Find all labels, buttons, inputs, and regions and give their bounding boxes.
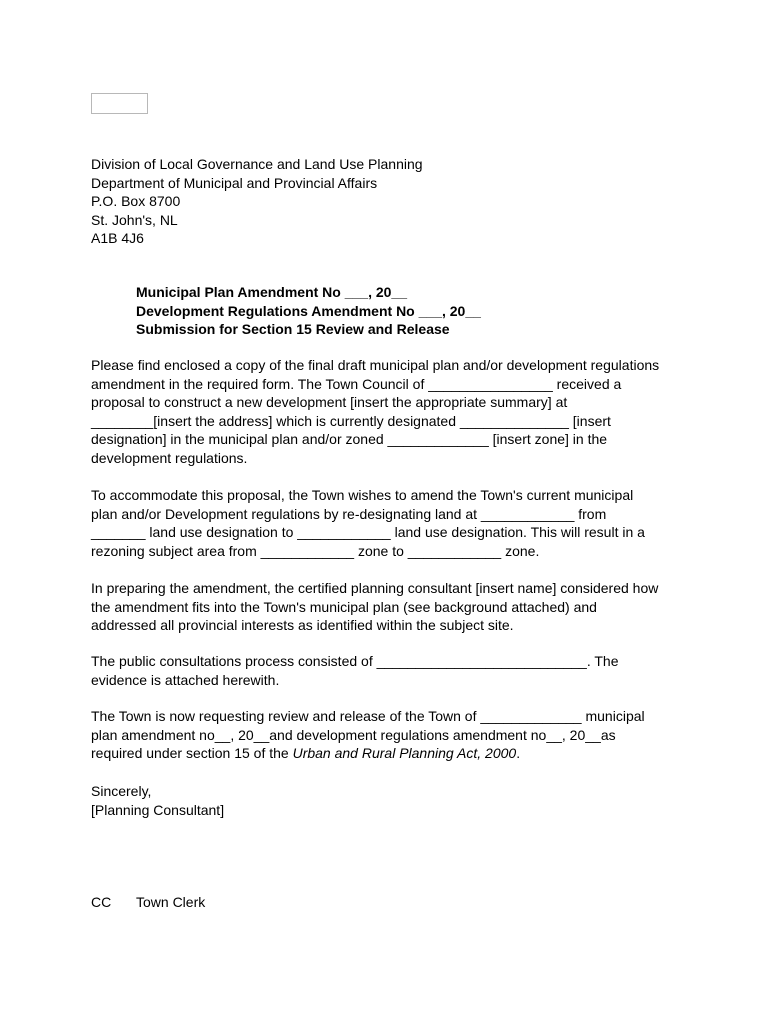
paragraph-line: ________[insert the address] which is currently designated ______________ [insert bbox=[91, 412, 611, 429]
closing-block bbox=[91, 782, 224, 819]
paragraph-request bbox=[91, 707, 691, 763]
paragraph-line: _______ land use designation to ____________ land use designation. This will result in a bbox=[91, 524, 645, 540]
paragraph-line: In preparing the amendment, the certified planning consultant [insert name] considered how bbox=[91, 580, 659, 596]
paragraph-line: rezoning subject area from ____________ zone to ____________ zone. bbox=[91, 542, 540, 559]
paragraph-line: amendment in the required form. The Town Council of ________________ received a bbox=[91, 375, 622, 392]
paragraph-consultant bbox=[91, 579, 691, 635]
act-title: Urban and Rural Planning Act, 2000 bbox=[292, 745, 517, 761]
paragraph-line: the amendment fits into the Town's municipal plan (see background attached) and bbox=[91, 598, 597, 615]
subject-line: Development Regulations Amendment No ___, 20__ bbox=[136, 302, 481, 319]
date-field-box[interactable] bbox=[91, 93, 148, 114]
paragraph-line: plan amendment no__, 20__and development regulations amendment no__, 20__as bbox=[91, 726, 616, 743]
paragraph-line: The public consultations process consisted of ___________________________. The bbox=[91, 653, 619, 669]
address-line: Division of Local Governance and Land Use Planning bbox=[91, 156, 423, 172]
cc-label: CC bbox=[91, 894, 112, 910]
paragraph-line: proposal to construct a new development [insert the appropriate summary] at bbox=[91, 394, 568, 410]
paragraph-line: addressed all provincial interests as identified within the subject site. bbox=[91, 617, 514, 633]
address-line: Department of Municipal and Provincial Affairs bbox=[91, 174, 378, 191]
address-line: P.O. Box 8700 bbox=[91, 193, 181, 209]
cc-recipient: Town Clerk bbox=[136, 894, 206, 910]
subject-line: Municipal Plan Amendment No ___, 20__ bbox=[136, 284, 408, 300]
paragraph-line: development regulations. bbox=[91, 449, 248, 466]
paragraph-accommodation bbox=[91, 486, 691, 560]
paragraph-line: To accommodate this proposal, the Town wishes to amend the Town's current municipal bbox=[91, 487, 634, 503]
paragraph-consultations bbox=[91, 652, 691, 689]
signatory: [Planning Consultant] bbox=[91, 801, 225, 818]
act-reference-prefix: required under section 15 of the bbox=[91, 745, 293, 761]
paragraph-line: evidence is attached herewith. bbox=[91, 671, 280, 688]
salutation: Sincerely, bbox=[91, 783, 152, 799]
address-line: A1B 4J6 bbox=[91, 230, 144, 246]
cc-line bbox=[91, 893, 206, 912]
act-reference-suffix: . bbox=[516, 745, 521, 761]
address-line: St. John's, NL bbox=[91, 211, 178, 228]
paragraph-line: designation] in the municipal plan and/or zoned _____________ [insert zone] in the bbox=[91, 431, 608, 447]
paragraph-line: plan and/or Development regulations by re-designating land at ____________ from bbox=[91, 505, 607, 522]
subject-block bbox=[136, 283, 481, 339]
paragraph-enclosure bbox=[91, 356, 691, 467]
paragraph-line: The Town is now requesting review and release of the Town of _____________ municipal bbox=[91, 708, 645, 724]
recipient-address bbox=[91, 155, 423, 248]
subject-line: Submission for Section 15 Review and Release bbox=[136, 321, 450, 337]
paragraph-line bbox=[91, 744, 691, 763]
paragraph-line: Please find enclosed a copy of the final draft municipal plan and/or development regulations bbox=[91, 357, 660, 373]
